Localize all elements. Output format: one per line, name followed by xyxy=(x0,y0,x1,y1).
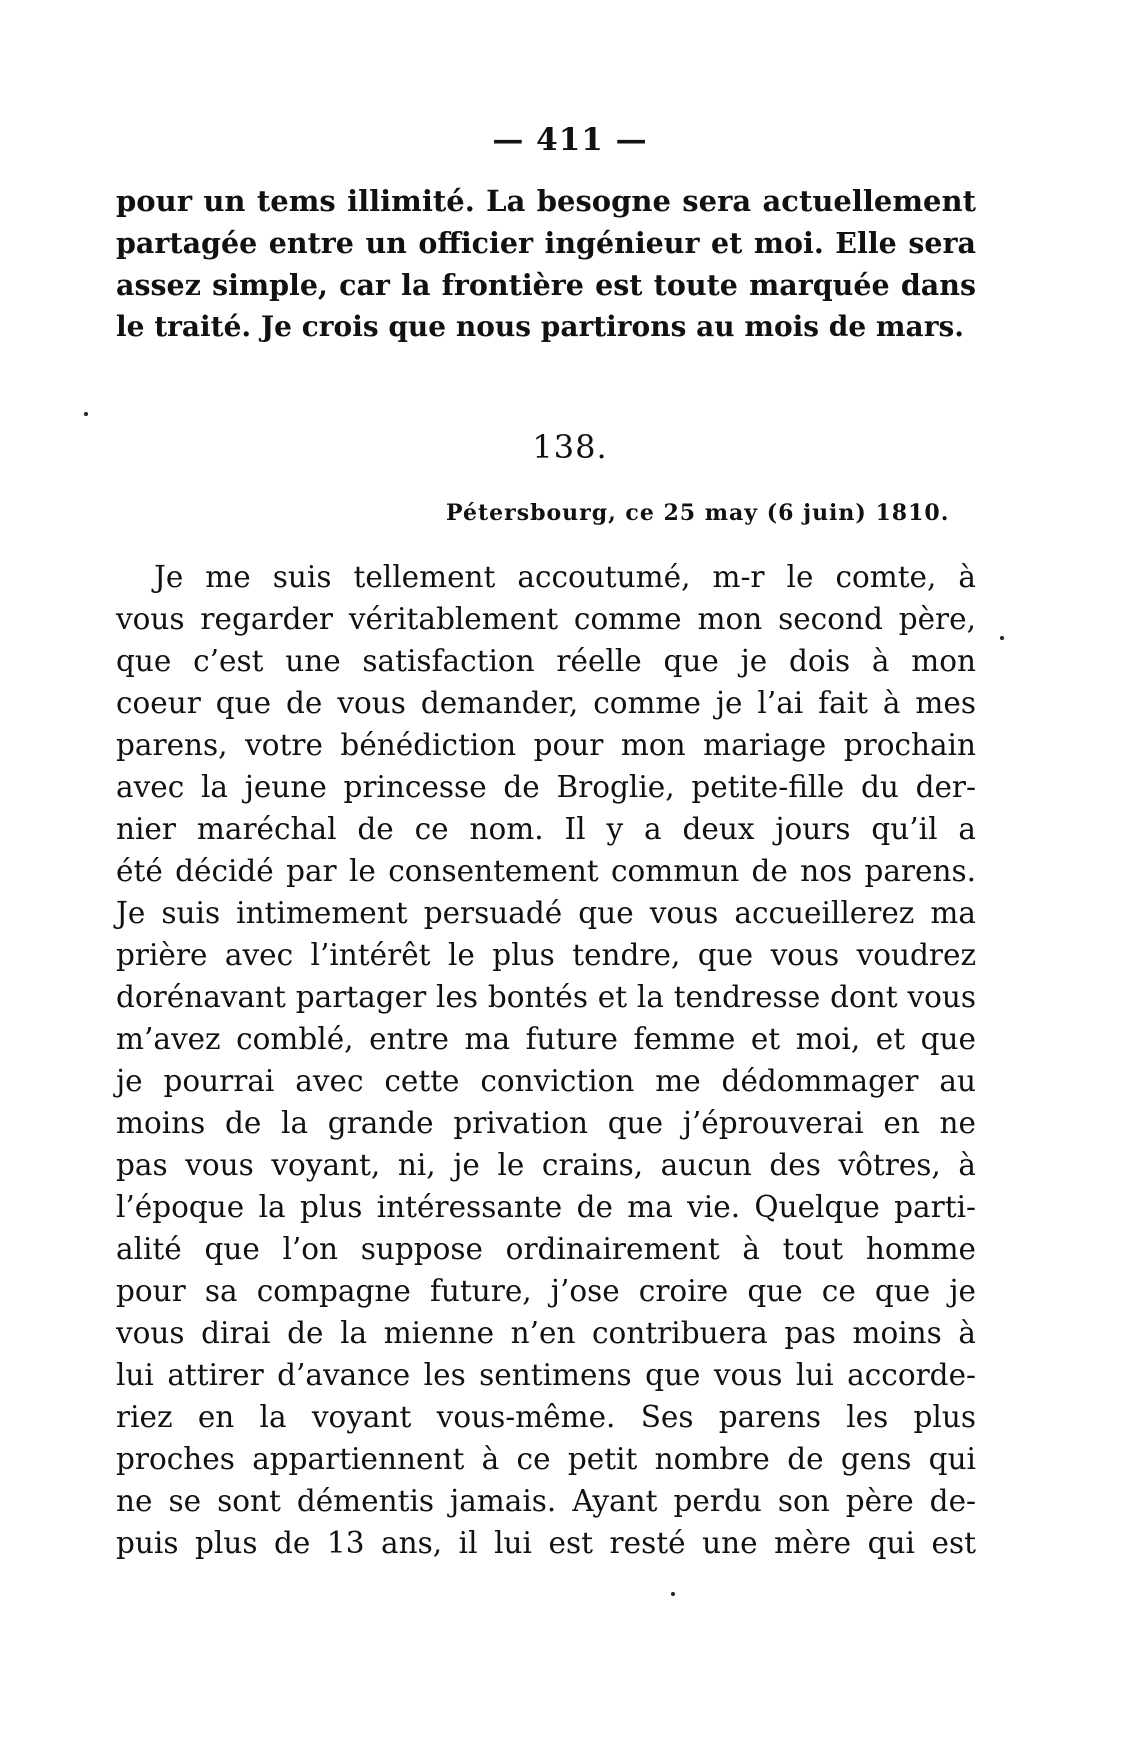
text-line: moins de la grande privation que j’éprouverai en ne xyxy=(116,1106,976,1140)
text-line: proches appartiennent à ce petit nombre de gens qui xyxy=(116,1442,976,1476)
text-line: coeur que de vous demander, comme je l’ai fait à mes xyxy=(116,686,976,720)
text-line: m’avez comblé, entre ma future femme et moi, et que xyxy=(116,1022,976,1056)
letter-number: 138. xyxy=(532,428,608,466)
text-line: puis plus de 13 ans, il lui est resté une mère qui est xyxy=(116,1526,976,1560)
text-line: je pourrai avec cette conviction me dédommager au xyxy=(116,1064,976,1098)
text-line: dorénavant partager les bontés et la tendresse dont vous xyxy=(116,980,976,1014)
print-speck xyxy=(1000,636,1004,640)
text-line: pas vous voyant, ni, je le crains, aucun des vôtres, à xyxy=(116,1148,976,1182)
text-line: que c’est une satisfaction réelle que je dois à mon xyxy=(116,644,976,678)
text-line: riez en la voyant vous-même. Ses parens les plus xyxy=(116,1400,976,1434)
text-line: l’époque la plus intéressante de ma vie. Quelque parti- xyxy=(116,1190,976,1224)
letter-dateline: Pétersbourg, ce 25 may (6 juin) 1810. xyxy=(446,500,950,526)
text-line: pour un tems illimité. La besogne sera actuellement xyxy=(116,184,976,218)
page-number: — 411 — xyxy=(492,122,648,158)
text-line: partagée entre un officier ingénieur et moi. Elle sera xyxy=(116,226,976,260)
text-line: ne se sont démentis jamais. Ayant perdu son père de- xyxy=(116,1484,976,1518)
text-line: nier maréchal de ce nom. Il y a deux jours qu’il a xyxy=(116,812,976,846)
print-speck xyxy=(671,1592,675,1596)
text-line: lui attirer d’avance les sentimens que vous lui accorde- xyxy=(116,1358,976,1392)
text-line: parens, votre bénédiction pour mon mariage prochain xyxy=(116,728,976,762)
print-speck xyxy=(84,412,88,416)
text-line: Je suis intimement persuadé que vous accueillerez ma xyxy=(116,896,976,930)
text-line: vous dirai de la mienne n’en contribuera pas moins à xyxy=(116,1316,976,1350)
text-line: assez simple, car la frontière est toute marquée dans xyxy=(116,268,976,302)
text-line: le traité. Je crois que nous partirons au mois de mars. xyxy=(116,310,964,343)
text-line: Je me suis tellement accoutumé, m-r le comte, à xyxy=(154,560,976,594)
text-line: pour sa compagne future, j’ose croire que ce que je xyxy=(116,1274,976,1308)
text-line: alité que l’on suppose ordinairement à tout homme xyxy=(116,1232,976,1266)
text-line: été décidé par le consentement commun de nos parens. xyxy=(116,854,976,888)
text-line: avec la jeune princesse de Broglie, petite-fille du der- xyxy=(116,770,976,804)
continuation-paragraph xyxy=(116,180,976,348)
letter-body xyxy=(116,556,976,1564)
text-line: vous regarder véritablement comme mon second père, xyxy=(116,602,976,636)
text-line: prière avec l’intérêt le plus tendre, que vous voudrez xyxy=(116,938,976,972)
